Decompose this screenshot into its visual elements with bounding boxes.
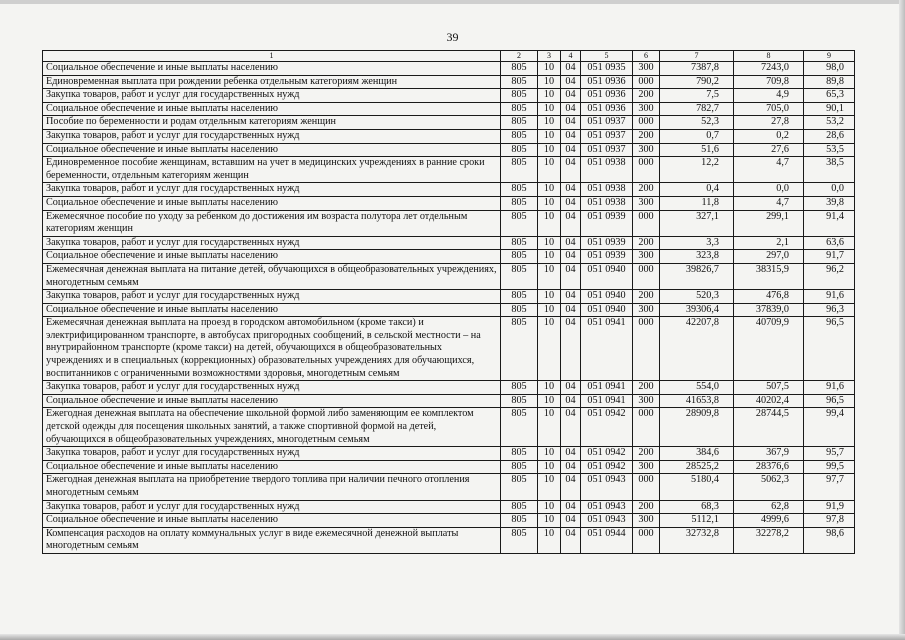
expense-type-code: 300 xyxy=(633,62,660,76)
target-article-code: 051 0935 xyxy=(581,62,633,76)
expenditure-name: Социальное обеспечение и иные выплаты населению xyxy=(43,394,501,408)
expense-type-code: 000 xyxy=(633,474,660,500)
section-code: 10 xyxy=(538,263,561,289)
ministry-code: 805 xyxy=(501,210,538,236)
column-number: 4 xyxy=(561,51,581,62)
ministry-code: 805 xyxy=(501,474,538,500)
section-code: 10 xyxy=(538,474,561,500)
approved-amount: 5180,4 xyxy=(660,474,734,500)
executed-amount: 40709,9 xyxy=(734,317,804,381)
ministry-code: 805 xyxy=(501,196,538,210)
execution-percent: 96,2 xyxy=(804,263,855,289)
section-code: 10 xyxy=(538,381,561,395)
executed-amount: 2,1 xyxy=(734,236,804,250)
subsection-code: 04 xyxy=(561,236,581,250)
subsection-code: 04 xyxy=(561,474,581,500)
expenditure-name: Социальное обеспечение и иные выплаты населению xyxy=(43,102,501,116)
subsection-code: 04 xyxy=(561,408,581,447)
execution-percent: 91,4 xyxy=(804,210,855,236)
approved-amount: 790,2 xyxy=(660,75,734,89)
expense-type-code: 000 xyxy=(633,116,660,130)
ministry-code: 805 xyxy=(501,408,538,447)
expense-type-code: 300 xyxy=(633,394,660,408)
executed-amount: 7243,0 xyxy=(734,62,804,76)
table-row xyxy=(43,116,855,130)
expenditure-name: Социальное обеспечение и иные выплаты населению xyxy=(43,143,501,157)
ministry-code: 805 xyxy=(501,381,538,395)
table-row xyxy=(43,527,855,553)
approved-amount: 0,4 xyxy=(660,183,734,197)
expenditure-name: Закупка товаров, работ и услуг для государственных нужд xyxy=(43,236,501,250)
approved-amount: 7387,8 xyxy=(660,62,734,76)
target-article-code: 051 0943 xyxy=(581,474,633,500)
table-row xyxy=(43,474,855,500)
subsection-code: 04 xyxy=(561,303,581,317)
section-code: 10 xyxy=(538,62,561,76)
approved-amount: 7,5 xyxy=(660,89,734,103)
target-article-code: 051 0938 xyxy=(581,157,633,183)
expenditure-name: Ежемесячное пособие по уходу за ребенком до достижения им возраста полутора лет отдельным категориям женщин xyxy=(43,210,501,236)
ministry-code: 805 xyxy=(501,394,538,408)
execution-percent: 95,7 xyxy=(804,447,855,461)
approved-amount: 41653,8 xyxy=(660,394,734,408)
execution-percent: 97,7 xyxy=(804,474,855,500)
subsection-code: 04 xyxy=(561,116,581,130)
table-row xyxy=(43,250,855,264)
table-row xyxy=(43,196,855,210)
expense-type-code: 300 xyxy=(633,460,660,474)
expenditure-name: Пособие по беременности и родам отдельным категориям женщин xyxy=(43,116,501,130)
budget-table xyxy=(42,50,855,554)
executed-amount: 4999,6 xyxy=(734,514,804,528)
approved-amount: 3,3 xyxy=(660,236,734,250)
approved-amount: 12,2 xyxy=(660,157,734,183)
expense-type-code: 300 xyxy=(633,303,660,317)
table-row xyxy=(43,447,855,461)
section-code: 10 xyxy=(538,394,561,408)
expenditure-name: Закупка товаров, работ и услуг для государственных нужд xyxy=(43,129,501,143)
executed-amount: 4,9 xyxy=(734,89,804,103)
table-row xyxy=(43,460,855,474)
approved-amount: 39826,7 xyxy=(660,263,734,289)
approved-amount: 5112,1 xyxy=(660,514,734,528)
executed-amount: 40202,4 xyxy=(734,394,804,408)
execution-percent: 39,8 xyxy=(804,196,855,210)
table-row xyxy=(43,129,855,143)
expense-type-code: 200 xyxy=(633,89,660,103)
section-code: 10 xyxy=(538,447,561,461)
section-code: 10 xyxy=(538,236,561,250)
expense-type-code: 000 xyxy=(633,210,660,236)
subsection-code: 04 xyxy=(561,500,581,514)
expenditure-name: Социальное обеспечение и иные выплаты населению xyxy=(43,460,501,474)
column-number: 3 xyxy=(538,51,561,62)
execution-percent: 91,6 xyxy=(804,381,855,395)
target-article-code: 051 0940 xyxy=(581,303,633,317)
executed-amount: 38315,9 xyxy=(734,263,804,289)
target-article-code: 051 0937 xyxy=(581,116,633,130)
execution-percent: 91,7 xyxy=(804,250,855,264)
section-code: 10 xyxy=(538,460,561,474)
table-row xyxy=(43,290,855,304)
target-article-code: 051 0940 xyxy=(581,263,633,289)
section-code: 10 xyxy=(538,89,561,103)
table-row xyxy=(43,143,855,157)
expenditure-name: Единовременное пособие женщинам, вставшим на учет в медицинских учреждениях в ранние сроки беременности, отдельным категориям женщин xyxy=(43,157,501,183)
section-code: 10 xyxy=(538,210,561,236)
execution-percent: 0,0 xyxy=(804,183,855,197)
scan-edge-right xyxy=(899,0,905,640)
execution-percent: 99,5 xyxy=(804,460,855,474)
table-row xyxy=(43,75,855,89)
expense-type-code: 000 xyxy=(633,317,660,381)
executed-amount: 37839,0 xyxy=(734,303,804,317)
target-article-code: 051 0942 xyxy=(581,408,633,447)
expense-type-code: 200 xyxy=(633,236,660,250)
expense-type-code: 000 xyxy=(633,408,660,447)
execution-percent: 63,6 xyxy=(804,236,855,250)
expenditure-name: Единовременная выплата при рождении ребенка отдельным категориям женщин xyxy=(43,75,501,89)
subsection-code: 04 xyxy=(561,250,581,264)
section-code: 10 xyxy=(538,500,561,514)
target-article-code: 051 0942 xyxy=(581,460,633,474)
expenditure-name: Ежегодная денежная выплата на обеспечение школьной формой либо заменяющим ее комплектом детской одежды для посещения школьных занятий, а также спортивной формой на детей, обучающихся в общеобразовательных учреждениях, многодетным семьям xyxy=(43,408,501,447)
target-article-code: 051 0937 xyxy=(581,129,633,143)
execution-percent: 53,2 xyxy=(804,116,855,130)
column-number: 6 xyxy=(633,51,660,62)
expense-type-code: 200 xyxy=(633,129,660,143)
expenditure-name: Социальное обеспечение и иные выплаты населению xyxy=(43,62,501,76)
expense-type-code: 300 xyxy=(633,250,660,264)
ministry-code: 805 xyxy=(501,460,538,474)
target-article-code: 051 0936 xyxy=(581,75,633,89)
target-article-code: 051 0944 xyxy=(581,527,633,553)
execution-percent: 91,6 xyxy=(804,290,855,304)
approved-amount: 327,1 xyxy=(660,210,734,236)
subsection-code: 04 xyxy=(561,75,581,89)
approved-amount: 11,8 xyxy=(660,196,734,210)
executed-amount: 0,0 xyxy=(734,183,804,197)
executed-amount: 705,0 xyxy=(734,102,804,116)
executed-amount: 4,7 xyxy=(734,196,804,210)
ministry-code: 805 xyxy=(501,250,538,264)
approved-amount: 28525,2 xyxy=(660,460,734,474)
column-number-row xyxy=(43,51,855,62)
subsection-code: 04 xyxy=(561,89,581,103)
approved-amount: 68,3 xyxy=(660,500,734,514)
subsection-code: 04 xyxy=(561,527,581,553)
expenditure-name: Ежемесячная денежная выплата на питание детей, обучающихся в общеобразовательных учреждениях, многодетным семьям xyxy=(43,263,501,289)
section-code: 10 xyxy=(538,116,561,130)
section-code: 10 xyxy=(538,157,561,183)
section-code: 10 xyxy=(538,143,561,157)
execution-percent: 90,1 xyxy=(804,102,855,116)
expense-type-code: 300 xyxy=(633,143,660,157)
execution-percent: 96,3 xyxy=(804,303,855,317)
section-code: 10 xyxy=(538,290,561,304)
ministry-code: 805 xyxy=(501,116,538,130)
section-code: 10 xyxy=(538,75,561,89)
expense-type-code: 000 xyxy=(633,157,660,183)
expenditure-name: Социальное обеспечение и иные выплаты населению xyxy=(43,514,501,528)
executed-amount: 507,5 xyxy=(734,381,804,395)
subsection-code: 04 xyxy=(561,394,581,408)
subsection-code: 04 xyxy=(561,196,581,210)
ministry-code: 805 xyxy=(501,183,538,197)
ministry-code: 805 xyxy=(501,290,538,304)
approved-amount: 0,7 xyxy=(660,129,734,143)
expenditure-name: Социальное обеспечение и иные выплаты населению xyxy=(43,250,501,264)
target-article-code: 051 0939 xyxy=(581,236,633,250)
ministry-code: 805 xyxy=(501,263,538,289)
executed-amount: 28744,5 xyxy=(734,408,804,447)
table-row xyxy=(43,381,855,395)
scan-edge-top xyxy=(0,0,905,4)
table-row xyxy=(43,102,855,116)
executed-amount: 4,7 xyxy=(734,157,804,183)
execution-percent: 96,5 xyxy=(804,394,855,408)
target-article-code: 051 0937 xyxy=(581,143,633,157)
approved-amount: 39306,4 xyxy=(660,303,734,317)
expense-type-code: 200 xyxy=(633,447,660,461)
ministry-code: 805 xyxy=(501,157,538,183)
page-number: 39 xyxy=(446,30,459,44)
target-article-code: 051 0941 xyxy=(581,381,633,395)
subsection-code: 04 xyxy=(561,381,581,395)
table-body xyxy=(43,51,855,554)
section-code: 10 xyxy=(538,527,561,553)
subsection-code: 04 xyxy=(561,62,581,76)
subsection-code: 04 xyxy=(561,317,581,381)
subsection-code: 04 xyxy=(561,210,581,236)
executed-amount: 0,2 xyxy=(734,129,804,143)
execution-percent: 89,8 xyxy=(804,75,855,89)
target-article-code: 051 0938 xyxy=(581,183,633,197)
execution-percent: 28,6 xyxy=(804,129,855,143)
ministry-code: 805 xyxy=(501,527,538,553)
expenditure-name: Закупка товаров, работ и услуг для государственных нужд xyxy=(43,500,501,514)
table-row xyxy=(43,500,855,514)
ministry-code: 805 xyxy=(501,102,538,116)
table-row xyxy=(43,210,855,236)
subsection-code: 04 xyxy=(561,143,581,157)
approved-amount: 52,3 xyxy=(660,116,734,130)
table-row xyxy=(43,303,855,317)
target-article-code: 051 0941 xyxy=(581,317,633,381)
target-article-code: 051 0938 xyxy=(581,196,633,210)
approved-amount: 51,6 xyxy=(660,143,734,157)
expenditure-name: Закупка товаров, работ и услуг для государственных нужд xyxy=(43,183,501,197)
target-article-code: 051 0943 xyxy=(581,514,633,528)
subsection-code: 04 xyxy=(561,514,581,528)
expenditure-name: Социальное обеспечение и иные выплаты населению xyxy=(43,303,501,317)
approved-amount: 520,3 xyxy=(660,290,734,304)
expense-type-code: 000 xyxy=(633,263,660,289)
table-row xyxy=(43,183,855,197)
ministry-code: 805 xyxy=(501,62,538,76)
execution-percent: 97,8 xyxy=(804,514,855,528)
section-code: 10 xyxy=(538,514,561,528)
executed-amount: 32278,2 xyxy=(734,527,804,553)
table-row xyxy=(43,62,855,76)
column-number: 9 xyxy=(804,51,855,62)
execution-percent: 53,5 xyxy=(804,143,855,157)
table-row xyxy=(43,317,855,381)
column-number: 2 xyxy=(501,51,538,62)
subsection-code: 04 xyxy=(561,183,581,197)
expenditure-name: Закупка товаров, работ и услуг для государственных нужд xyxy=(43,381,501,395)
approved-amount: 28909,8 xyxy=(660,408,734,447)
subsection-code: 04 xyxy=(561,102,581,116)
executed-amount: 709,8 xyxy=(734,75,804,89)
table-row xyxy=(43,157,855,183)
subsection-code: 04 xyxy=(561,447,581,461)
ministry-code: 805 xyxy=(501,75,538,89)
section-code: 10 xyxy=(538,317,561,381)
approved-amount: 554,0 xyxy=(660,381,734,395)
expense-type-code: 300 xyxy=(633,196,660,210)
table-row xyxy=(43,89,855,103)
section-code: 10 xyxy=(538,102,561,116)
expense-type-code: 300 xyxy=(633,102,660,116)
expense-type-code: 000 xyxy=(633,75,660,89)
approved-amount: 782,7 xyxy=(660,102,734,116)
expenditure-name: Закупка товаров, работ и услуг для государственных нужд xyxy=(43,447,501,461)
expense-type-code: 200 xyxy=(633,290,660,304)
section-code: 10 xyxy=(538,183,561,197)
ministry-code: 805 xyxy=(501,236,538,250)
expense-type-code: 300 xyxy=(633,514,660,528)
table-row xyxy=(43,263,855,289)
column-number: 5 xyxy=(581,51,633,62)
expenditure-name: Ежегодная денежная выплата на приобретение твердого топлива при наличии печного отопления многодетным семьям xyxy=(43,474,501,500)
ministry-code: 805 xyxy=(501,89,538,103)
column-number: 7 xyxy=(660,51,734,62)
executed-amount: 62,8 xyxy=(734,500,804,514)
target-article-code: 051 0936 xyxy=(581,89,633,103)
executed-amount: 299,1 xyxy=(734,210,804,236)
section-code: 10 xyxy=(538,196,561,210)
executed-amount: 28376,6 xyxy=(734,460,804,474)
execution-percent: 65,3 xyxy=(804,89,855,103)
execution-percent: 38,5 xyxy=(804,157,855,183)
ministry-code: 805 xyxy=(501,129,538,143)
target-article-code: 051 0941 xyxy=(581,394,633,408)
executed-amount: 367,9 xyxy=(734,447,804,461)
target-article-code: 051 0940 xyxy=(581,290,633,304)
expenditure-name: Закупка товаров, работ и услуг для государственных нужд xyxy=(43,290,501,304)
ministry-code: 805 xyxy=(501,500,538,514)
ministry-code: 805 xyxy=(501,303,538,317)
execution-percent: 98,6 xyxy=(804,527,855,553)
section-code: 10 xyxy=(538,303,561,317)
section-code: 10 xyxy=(538,408,561,447)
target-article-code: 051 0943 xyxy=(581,500,633,514)
approved-amount: 384,6 xyxy=(660,447,734,461)
target-article-code: 051 0936 xyxy=(581,102,633,116)
approved-amount: 323,8 xyxy=(660,250,734,264)
table-row xyxy=(43,236,855,250)
execution-percent: 99,4 xyxy=(804,408,855,447)
target-article-code: 051 0939 xyxy=(581,210,633,236)
ministry-code: 805 xyxy=(501,514,538,528)
table-row xyxy=(43,394,855,408)
expense-type-code: 200 xyxy=(633,183,660,197)
subsection-code: 04 xyxy=(561,460,581,474)
executed-amount: 476,8 xyxy=(734,290,804,304)
expenditure-name: Социальное обеспечение и иные выплаты населению xyxy=(43,196,501,210)
subsection-code: 04 xyxy=(561,290,581,304)
scan-edge-bottom xyxy=(0,634,905,640)
expenditure-name: Закупка товаров, работ и услуг для государственных нужд xyxy=(43,89,501,103)
execution-percent: 91,9 xyxy=(804,500,855,514)
approved-amount: 42207,8 xyxy=(660,317,734,381)
execution-percent: 96,5 xyxy=(804,317,855,381)
table-row xyxy=(43,408,855,447)
executed-amount: 297,0 xyxy=(734,250,804,264)
expenditure-name: Ежемесячная денежная выплата на проезд в городском автомобильном (кроме такси) и электрифицированном транспорте, в автобусах пригородных сообщений, в сельской местности – на внутрирайонном транспорте (кроме такси) на детей, обучающихся в общеобразовательных учреждениях и в специальных (коррекционных) образовательных учреждениях для обучающихся, воспитанников с ограниченными возможностями здоровья, многодетным семьям xyxy=(43,317,501,381)
approved-amount: 32732,8 xyxy=(660,527,734,553)
expense-type-code: 200 xyxy=(633,381,660,395)
ministry-code: 805 xyxy=(501,317,538,381)
section-code: 10 xyxy=(538,250,561,264)
column-number: 8 xyxy=(734,51,804,62)
subsection-code: 04 xyxy=(561,263,581,289)
subsection-code: 04 xyxy=(561,157,581,183)
target-article-code: 051 0939 xyxy=(581,250,633,264)
table-row xyxy=(43,514,855,528)
ministry-code: 805 xyxy=(501,143,538,157)
column-number: 1 xyxy=(43,51,501,62)
expense-type-code: 000 xyxy=(633,527,660,553)
execution-percent: 98,0 xyxy=(804,62,855,76)
executed-amount: 5062,3 xyxy=(734,474,804,500)
executed-amount: 27,6 xyxy=(734,143,804,157)
executed-amount: 27,8 xyxy=(734,116,804,130)
expenditure-name: Компенсация расходов на оплату коммунальных услуг в виде ежемесячной денежной выплаты многодетным семьям xyxy=(43,527,501,553)
ministry-code: 805 xyxy=(501,447,538,461)
section-code: 10 xyxy=(538,129,561,143)
expense-type-code: 200 xyxy=(633,500,660,514)
target-article-code: 051 0942 xyxy=(581,447,633,461)
subsection-code: 04 xyxy=(561,129,581,143)
